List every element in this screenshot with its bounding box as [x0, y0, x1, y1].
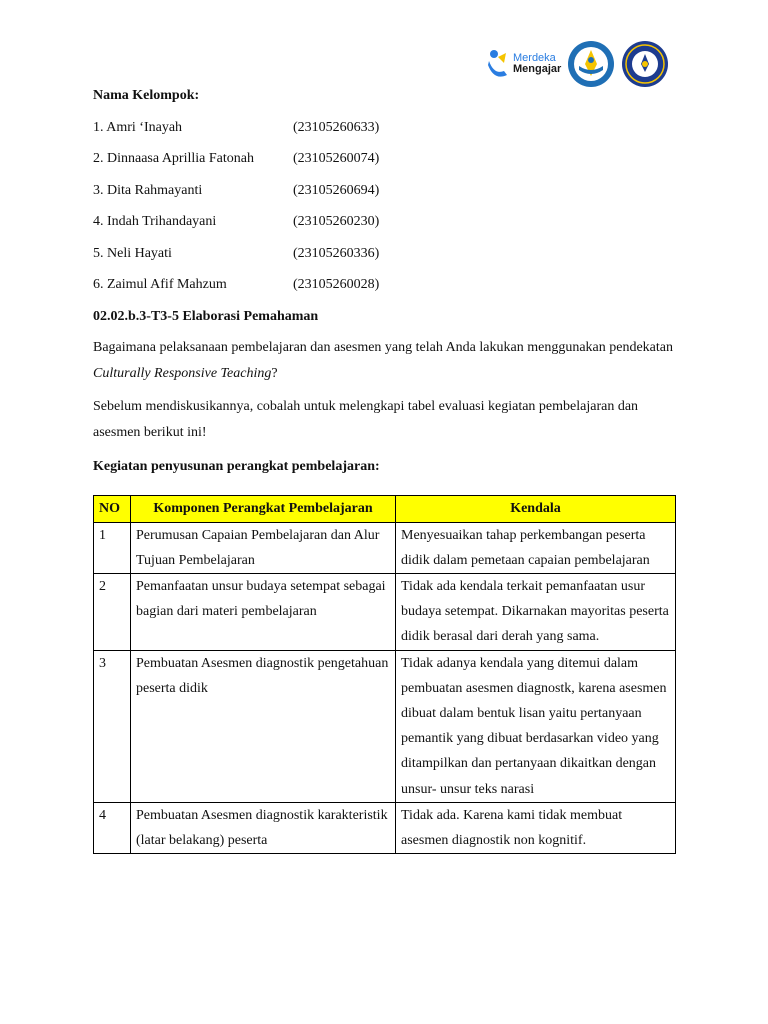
cell-komponen: Pemanfaatan unsur budaya setempat sebagai bagian dari materi pembelajaran — [131, 573, 396, 650]
cell-kendala: Menyesuaikan tahap perkembangan peserta didik dalam pemetaan capaian pembelajaran — [396, 522, 676, 573]
question-italic: Culturally Responsive Teaching — [93, 365, 272, 381]
subheading: Kegiatan penyusunan perangkat pembelajaran: — [93, 458, 380, 474]
member-row — [93, 118, 675, 150]
member-id: (23105260074) — [293, 151, 380, 166]
table-row — [94, 522, 676, 573]
logo-text-merdeka: Merdeka — [513, 52, 556, 64]
cell-kendala: Tidak adanya kendala yang ditemui dalam pembuatan asesmen diagnostk, karena asesmen dibuat dalam bentuk lisan yaitu pertanyaan pemantik yang dibuat berdasarkan video yang ditampilkan dan pertanyaan dikaitkan dengan unsur- unsur teks narasi — [396, 650, 676, 802]
tut-wuri-handayani-emblem — [567, 40, 615, 88]
member-row — [93, 275, 675, 307]
member-name: 1. Amri ‘Inayah — [93, 119, 183, 135]
logo-text-mengajar: Mengajar — [513, 63, 562, 75]
member-id: (23105260633) — [293, 119, 380, 135]
cell-komponen: Pembuatan Asesmen diagnostik pengetahuan peserta didik — [131, 650, 396, 802]
header-komponen: Komponen Perangkat Pembelajaran — [131, 495, 396, 522]
member-id: (23105260694) — [293, 182, 380, 198]
question-text: Bagaimana pelaksanaan pembelajaran dan asesmen yang telah Anda lakukan menggunakan pendekatan — [93, 339, 673, 355]
document-body — [93, 86, 675, 854]
header-no: NO — [94, 495, 131, 522]
question-paragraph — [93, 335, 675, 387]
section-title: 02.02.b.3-T3-5 Elaborasi Pemahaman — [93, 308, 319, 324]
member-name: 6. Zaimul Afif Mahzum — [93, 277, 227, 292]
instruction-paragraph: Sebelum mendiskusikannya, cobalah untuk melengkapi tabel evaluasi kegiatan pembelajaran dan asesmen berikut ini! — [93, 398, 639, 440]
header-kendala: Kendala — [396, 495, 676, 522]
cell-no: 3 — [94, 650, 131, 802]
table-row — [94, 573, 676, 650]
member-row — [93, 181, 675, 213]
cell-komponen: Pembuatan Asesmen diagnostik karakteristik (latar belakang) peserta — [131, 802, 396, 853]
cell-no: 4 — [94, 802, 131, 853]
logo-group — [486, 40, 669, 88]
member-name: 5. Neli Hayati — [93, 245, 172, 261]
cell-no: 2 — [94, 573, 131, 650]
merdeka-mengajar-logo — [486, 49, 561, 79]
member-name: 4. Indah Trihandayani — [93, 214, 217, 229]
question-end: ? — [271, 365, 278, 381]
member-id: (23105260336) — [293, 245, 380, 261]
table-row — [94, 650, 676, 802]
university-emblem — [621, 40, 669, 88]
cell-kendala: Tidak ada kendala terkait pemanfaatan usur budaya setempat. Dikarnakan mayoritas peserta didik berasal dari derah yang sama. — [396, 573, 676, 650]
member-id: (23105260230) — [293, 214, 380, 229]
cell-kendala: Tidak ada. Karena kami tidak membuat asesmen diagnostik non kognitif. — [396, 802, 676, 853]
cell-no: 1 — [94, 522, 131, 573]
evaluation-table — [93, 495, 676, 855]
member-row — [93, 149, 675, 181]
cell-komponen: Perumusan Capaian Pembelajaran dan Alur Tujuan Pembelajaran — [131, 522, 396, 573]
table-row — [94, 802, 676, 853]
merdeka-mengajar-icon — [486, 49, 510, 79]
member-row — [93, 212, 675, 244]
member-id: (23105260028) — [293, 277, 380, 292]
member-row — [93, 244, 675, 276]
table-header-row — [94, 495, 676, 522]
group-title: Nama Kelompok: — [93, 88, 200, 103]
member-name: 2. Dinnaasa Aprillia Fatonah — [93, 151, 254, 166]
member-name: 3. Dita Rahmayanti — [93, 182, 203, 198]
